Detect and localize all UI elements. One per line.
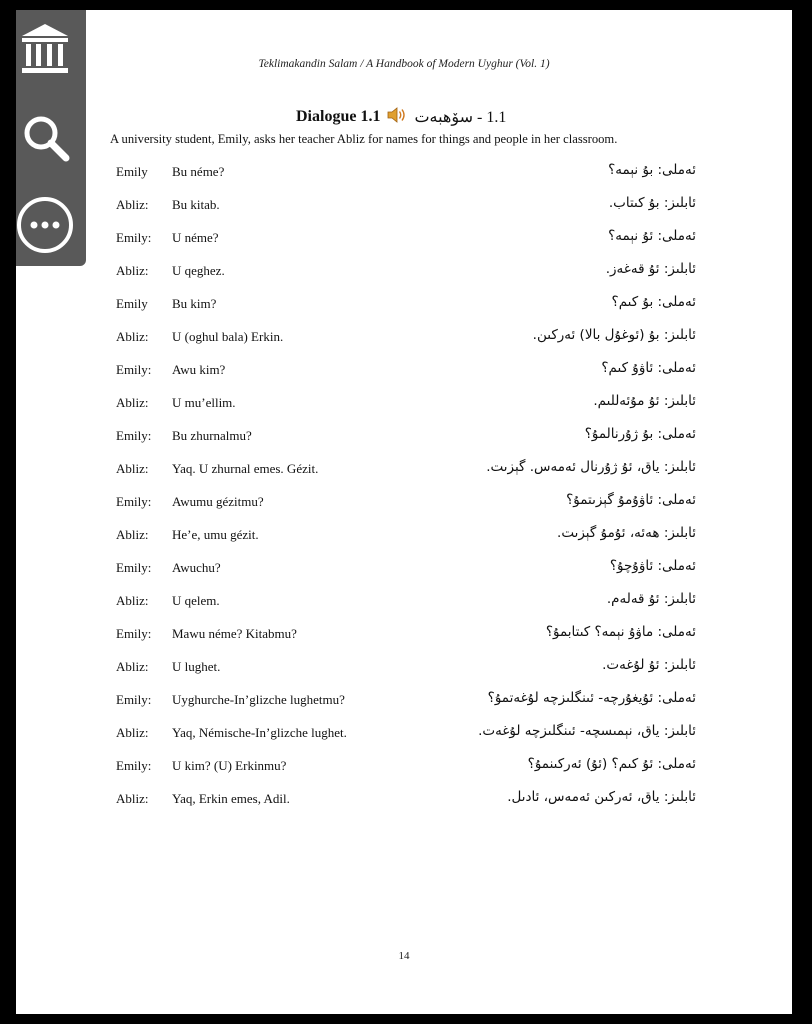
speaker-name: Abliz: [116, 791, 149, 806]
dialogue-line [16, 756, 792, 778]
speaker-name: Abliz: [116, 725, 149, 740]
latin-text: U néme? [172, 230, 219, 245]
uyghur-text: ئەملى: بۇ ژۇرنالمۇ؟ [584, 426, 696, 442]
page-number: 14 [398, 950, 410, 962]
dialogue-line [16, 657, 792, 679]
dialogue-line [16, 294, 792, 316]
dialogue-line [16, 492, 792, 514]
section-title [296, 106, 506, 128]
latin-text: Bu zhurnalmu? [172, 428, 252, 443]
uyghur-text: ئابلىز: بۇ كىتاب. [608, 195, 696, 211]
speaker-name: Abliz: [116, 659, 149, 674]
uyghur-text: ئەملى: ماۋۇ نېمە؟ كىتابمۇ؟ [545, 624, 696, 640]
uyghur-text: ئەملى: ئۇ كىم؟ (ئۇ) ئەركىنمۇ؟ [527, 756, 696, 772]
latin-text: Bu kitab. [172, 197, 220, 212]
dialogue-line [16, 228, 792, 250]
more-button[interactable] [16, 196, 74, 254]
latin-text: U kim? (U) Erkinmu? [172, 758, 287, 773]
speaker-name: Emily: [116, 362, 152, 377]
latin-text: U lughet. [172, 659, 221, 674]
speaker-name: Emily: [116, 494, 152, 509]
latin-text: Yaq, Erkin emes, Adil. [172, 791, 290, 806]
speaker-name: Emily: [116, 560, 152, 575]
speaker-name: Emily [116, 164, 148, 179]
uyghur-text: ئەملى: بۇ نېمە؟ [608, 162, 696, 178]
speaker-name: Abliz: [116, 329, 149, 344]
uyghur-text: ئابلىز: بۇ (ئوغۇل بالا) ئەركىن. [532, 327, 696, 343]
uyghur-text: ئابلىز: ئۇ مۇئەللىم. [593, 393, 696, 409]
uyghur-text: ئابلىز: ھەئە، ئۇمۇ گېزىت. [557, 525, 696, 541]
side-toolbar [16, 10, 86, 266]
uyghur-text: ئابلىز: ياق، نېمىسچە- ئىنگلىزچە لۇغەت. [478, 723, 696, 739]
dialogue-line [16, 624, 792, 646]
section-subtitle: A university student, Emily, asks her teacher Abliz for names for things and people in her classroom. [110, 132, 618, 146]
speaker-name: Abliz: [116, 263, 149, 278]
speaker-name: Abliz: [116, 527, 149, 542]
uyghur-text: ئابلىز: ياق، ئەركىن ئەمەس، ئادىل. [507, 789, 696, 805]
latin-text: Mawu néme? Kitabmu? [172, 626, 297, 641]
latin-text: Awu kim? [172, 362, 226, 377]
speaker-icon[interactable] [386, 106, 408, 129]
dialogue-line [16, 162, 792, 184]
latin-text: U mu’ellim. [172, 395, 236, 410]
latin-text: Bu néme? [172, 164, 225, 179]
running-header: Teklimakandin Salam / A Handbook of Modern Uyghur (Vol. 1) [258, 58, 550, 70]
latin-text: U (oghul bala) Erkin. [172, 329, 284, 344]
uyghur-text: ئەملى: ئۇ نېمە؟ [608, 228, 696, 244]
dialogue-line [16, 591, 792, 613]
uyghur-text: ئابلىز: ئۇ قەلەم. [606, 591, 696, 607]
dialogue-line [16, 525, 792, 547]
latin-text: U qelem. [172, 593, 220, 608]
latin-text: He’e, umu gézit. [172, 527, 259, 542]
dialogue-line [16, 558, 792, 580]
section-title-english: Dialogue 1.1 [296, 108, 381, 125]
latin-text: Yaq. U zhurnal emes. Gézit. [172, 461, 319, 476]
dialogue-line [16, 690, 792, 712]
dialogue-line [16, 261, 792, 283]
dialogue-line [16, 459, 792, 481]
dialogue-line [16, 360, 792, 382]
speaker-name: Abliz: [116, 593, 149, 608]
speaker-name: Abliz: [116, 461, 149, 476]
speaker-name: Abliz: [116, 197, 149, 212]
document-page [16, 10, 792, 1014]
uyghur-text: ئابلىز: ئۇ قەغەز. [605, 261, 696, 277]
uyghur-text: ئەملى: ئۇيغۇرچە- ئىنگلىزچە لۇغەتمۇ؟ [487, 690, 696, 706]
section-title-uyghur: 1.1 - سۆھبەت [414, 109, 507, 126]
speaker-name: Emily: [116, 758, 152, 773]
speaker-name: Emily: [116, 692, 152, 707]
dialogue-line [16, 426, 792, 448]
dialogue-line [16, 327, 792, 349]
dialogue-line [16, 723, 792, 745]
speaker-name: Abliz: [116, 395, 149, 410]
dialogue-line [16, 789, 792, 811]
uyghur-text: ئەملى: ئاۋۇ كىم؟ [601, 360, 696, 376]
uyghur-text: ئابلىز: ئۇ لۇغەت. [602, 657, 696, 673]
search-icon [20, 112, 74, 166]
speaker-name: Emily: [116, 428, 152, 443]
dialogue-line [16, 393, 792, 415]
uyghur-text: ئەملى: ئاۋۇچۇ؟ [609, 558, 696, 574]
latin-text: Awuchu? [172, 560, 221, 575]
speaker-name: Emily: [116, 230, 152, 245]
uyghur-text: ئەملى: بۇ كىم؟ [611, 294, 696, 310]
library-icon [18, 20, 72, 78]
library-button[interactable] [18, 22, 72, 76]
latin-text: Yaq, Némische-In’glizche lughet. [172, 725, 347, 740]
search-button[interactable] [20, 112, 74, 166]
latin-text: U qeghez. [172, 263, 225, 278]
speaker-name: Emily: [116, 626, 152, 641]
latin-text: Uyghurche-In’glizche lughetmu? [172, 692, 345, 707]
uyghur-text: ئابلىز: ياق، ئۇ ژۇرنال ئەمەس. گېزىت. [486, 459, 696, 475]
speaker-name: Emily [116, 296, 148, 311]
uyghur-text: ئەملى: ئاۋۇمۇ گېزىتمۇ؟ [566, 492, 696, 508]
latin-text: Bu kim? [172, 296, 217, 311]
dialogue-line [16, 195, 792, 217]
latin-text: Awumu gézitmu? [172, 494, 264, 509]
more-icon [16, 196, 74, 254]
